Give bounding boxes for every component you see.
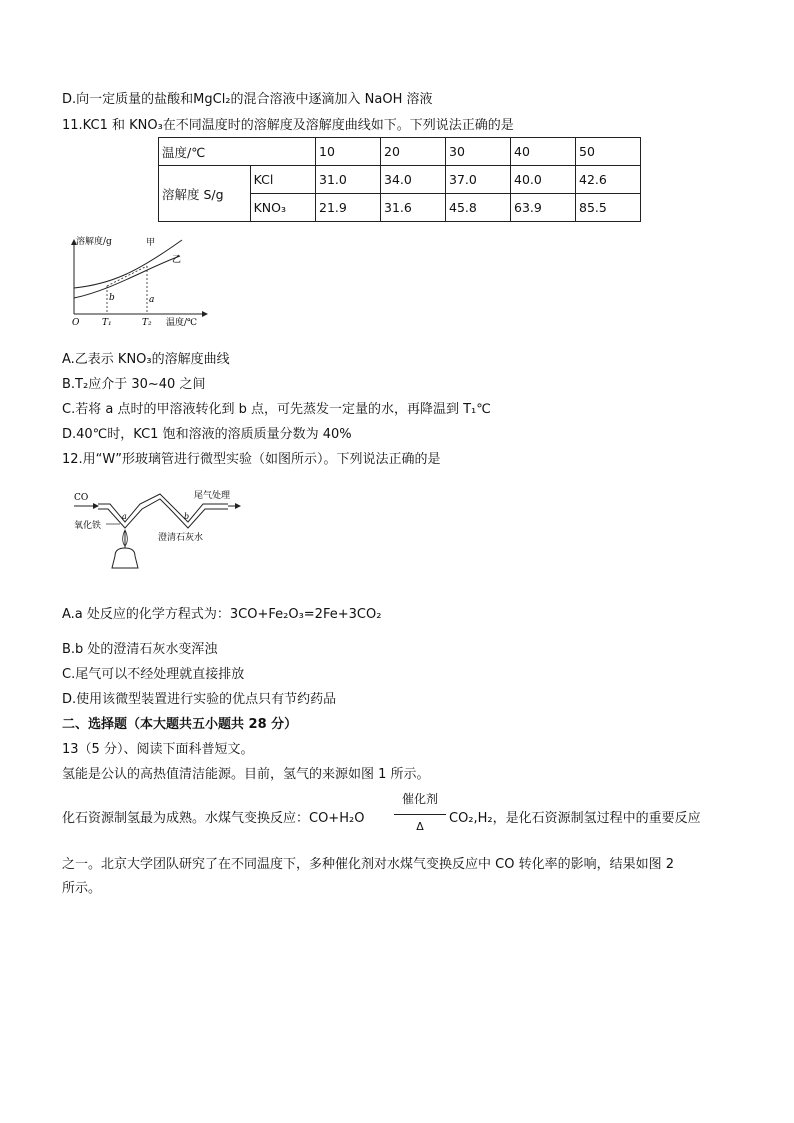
temp-cell: 10 (316, 138, 381, 166)
q11-stem: 11.KC1 和 KNO₃在不同温度时的溶解度及溶解度曲线如下。下列说法正确的是 (62, 118, 514, 133)
value-cell: 40.0 (511, 166, 576, 194)
graph-ylabel: 溶解度/g (76, 237, 112, 247)
temp-cell: 30 (446, 138, 511, 166)
temp-cell: 40 (511, 138, 576, 166)
reaction-bar (394, 814, 446, 815)
value-cell: 37.0 (446, 166, 511, 194)
heat-symbol: Δ (416, 820, 424, 833)
curve-yi (74, 256, 180, 298)
alcohol-lamp-icon (112, 548, 138, 568)
value-cell: 85.5 (576, 194, 641, 222)
q12-stem: 12.用“W”形玻璃管进行微型实验（如图所示）。下列说法正确的是 (62, 452, 441, 467)
limewater-label: 澄清石灰水 (158, 533, 204, 543)
graph-t1: T₁ (102, 318, 112, 328)
value-cell: 31.0 (316, 166, 381, 194)
q11-option-c: C.若将 a 点时的甲溶液转化到 b 点，可先蒸发一定量的水，再降温到 T₁℃ (62, 402, 491, 417)
co-label: CO (74, 493, 89, 503)
temp-header: 温度/℃ (159, 138, 316, 166)
point-a-label: a (149, 295, 155, 305)
value-cell: 31.6 (381, 194, 446, 222)
q11-option-a: A.乙表示 KNO₃的溶解度曲线 (62, 352, 230, 367)
w-tube-diagram (70, 486, 260, 576)
curve-label-yi: 乙 (172, 255, 182, 265)
solubility-table (158, 137, 641, 222)
solubility-header: 溶解度 S/g (159, 166, 251, 222)
value-cell: 63.9 (511, 194, 576, 222)
q13-stem: 13（5 分）、阅读下面科普短文。 (62, 742, 254, 757)
row-name-kcl: KCl (250, 166, 315, 194)
q10-option-d: D.向一定质量的盐酸和MgCl₂的混合溶液中逐滴加入 NaOH 溶液 (62, 92, 433, 107)
point-b-label: b (109, 293, 115, 303)
q12-option-d: D.使用该微型装置进行实验的优点只有节约药品 (62, 692, 337, 707)
point-b-label: b (184, 512, 190, 521)
q12-option-c: C.尾气可以不经处理就直接排放 (62, 667, 245, 682)
graph-origin: O (72, 318, 80, 328)
temp-cell: 50 (576, 138, 641, 166)
equation-before: 化石资源制氢最为成熟。水煤气变换反应：CO+H₂O (62, 811, 365, 826)
catalyst-label: 催化剂 (401, 792, 438, 806)
section-2-heading: 二、选择题（本大题共五小题共 28 分） (62, 717, 298, 732)
table-row-temperature (159, 138, 641, 166)
curve-label-jia: 甲 (146, 238, 156, 248)
q13-paragraph-3-line-2: 所示。 (62, 881, 102, 896)
solubility-graph (62, 232, 222, 332)
table-row-kcl (159, 166, 641, 194)
q13-paragraph-1: 氢能是公认的高热值清洁能源。目前，氢气的来源如图 1 所示。 (62, 767, 430, 782)
temp-cell: 20 (381, 138, 446, 166)
b-to-a-dashed-line (107, 266, 147, 286)
curve-jia (74, 240, 182, 288)
value-cell: 45.8 (446, 194, 511, 222)
value-cell: 34.0 (381, 166, 446, 194)
graph-xlabel: 温度/℃ (166, 318, 198, 328)
q11-option-d: D.40℃时，KC1 饱和溶液的溶质质量分数为 40% (62, 427, 352, 442)
value-cell: 21.9 (316, 194, 381, 222)
equation-after: CO₂,H₂，是化石资源制氢过程中的重要反应 (449, 811, 701, 826)
iron-oxide-label: 氧化铁 (74, 521, 102, 531)
row-name-kno3: KNO₃ (250, 194, 315, 222)
tail-gas-label: 尾气处理 (194, 491, 231, 501)
point-a-label: a (122, 512, 127, 521)
q11-option-b: B.T₂应介于 30~40 之间 (62, 377, 206, 392)
value-cell: 42.6 (576, 166, 641, 194)
graph-t2: T₂ (142, 318, 152, 328)
q12-option-a: A.a 处反应的化学方程式为：3CO+Fe₂O₃=2Fe+3CO₂ (62, 607, 382, 622)
q12-option-b: B.b 处的澄清石灰水变浑浊 (62, 642, 218, 657)
q13-paragraph-3-line-1: 之一。北京大学团队研究了在不同温度下，多种催化剂对水煤气变换反应中 CO 转化率的影响，结果如图 2 (62, 857, 674, 872)
